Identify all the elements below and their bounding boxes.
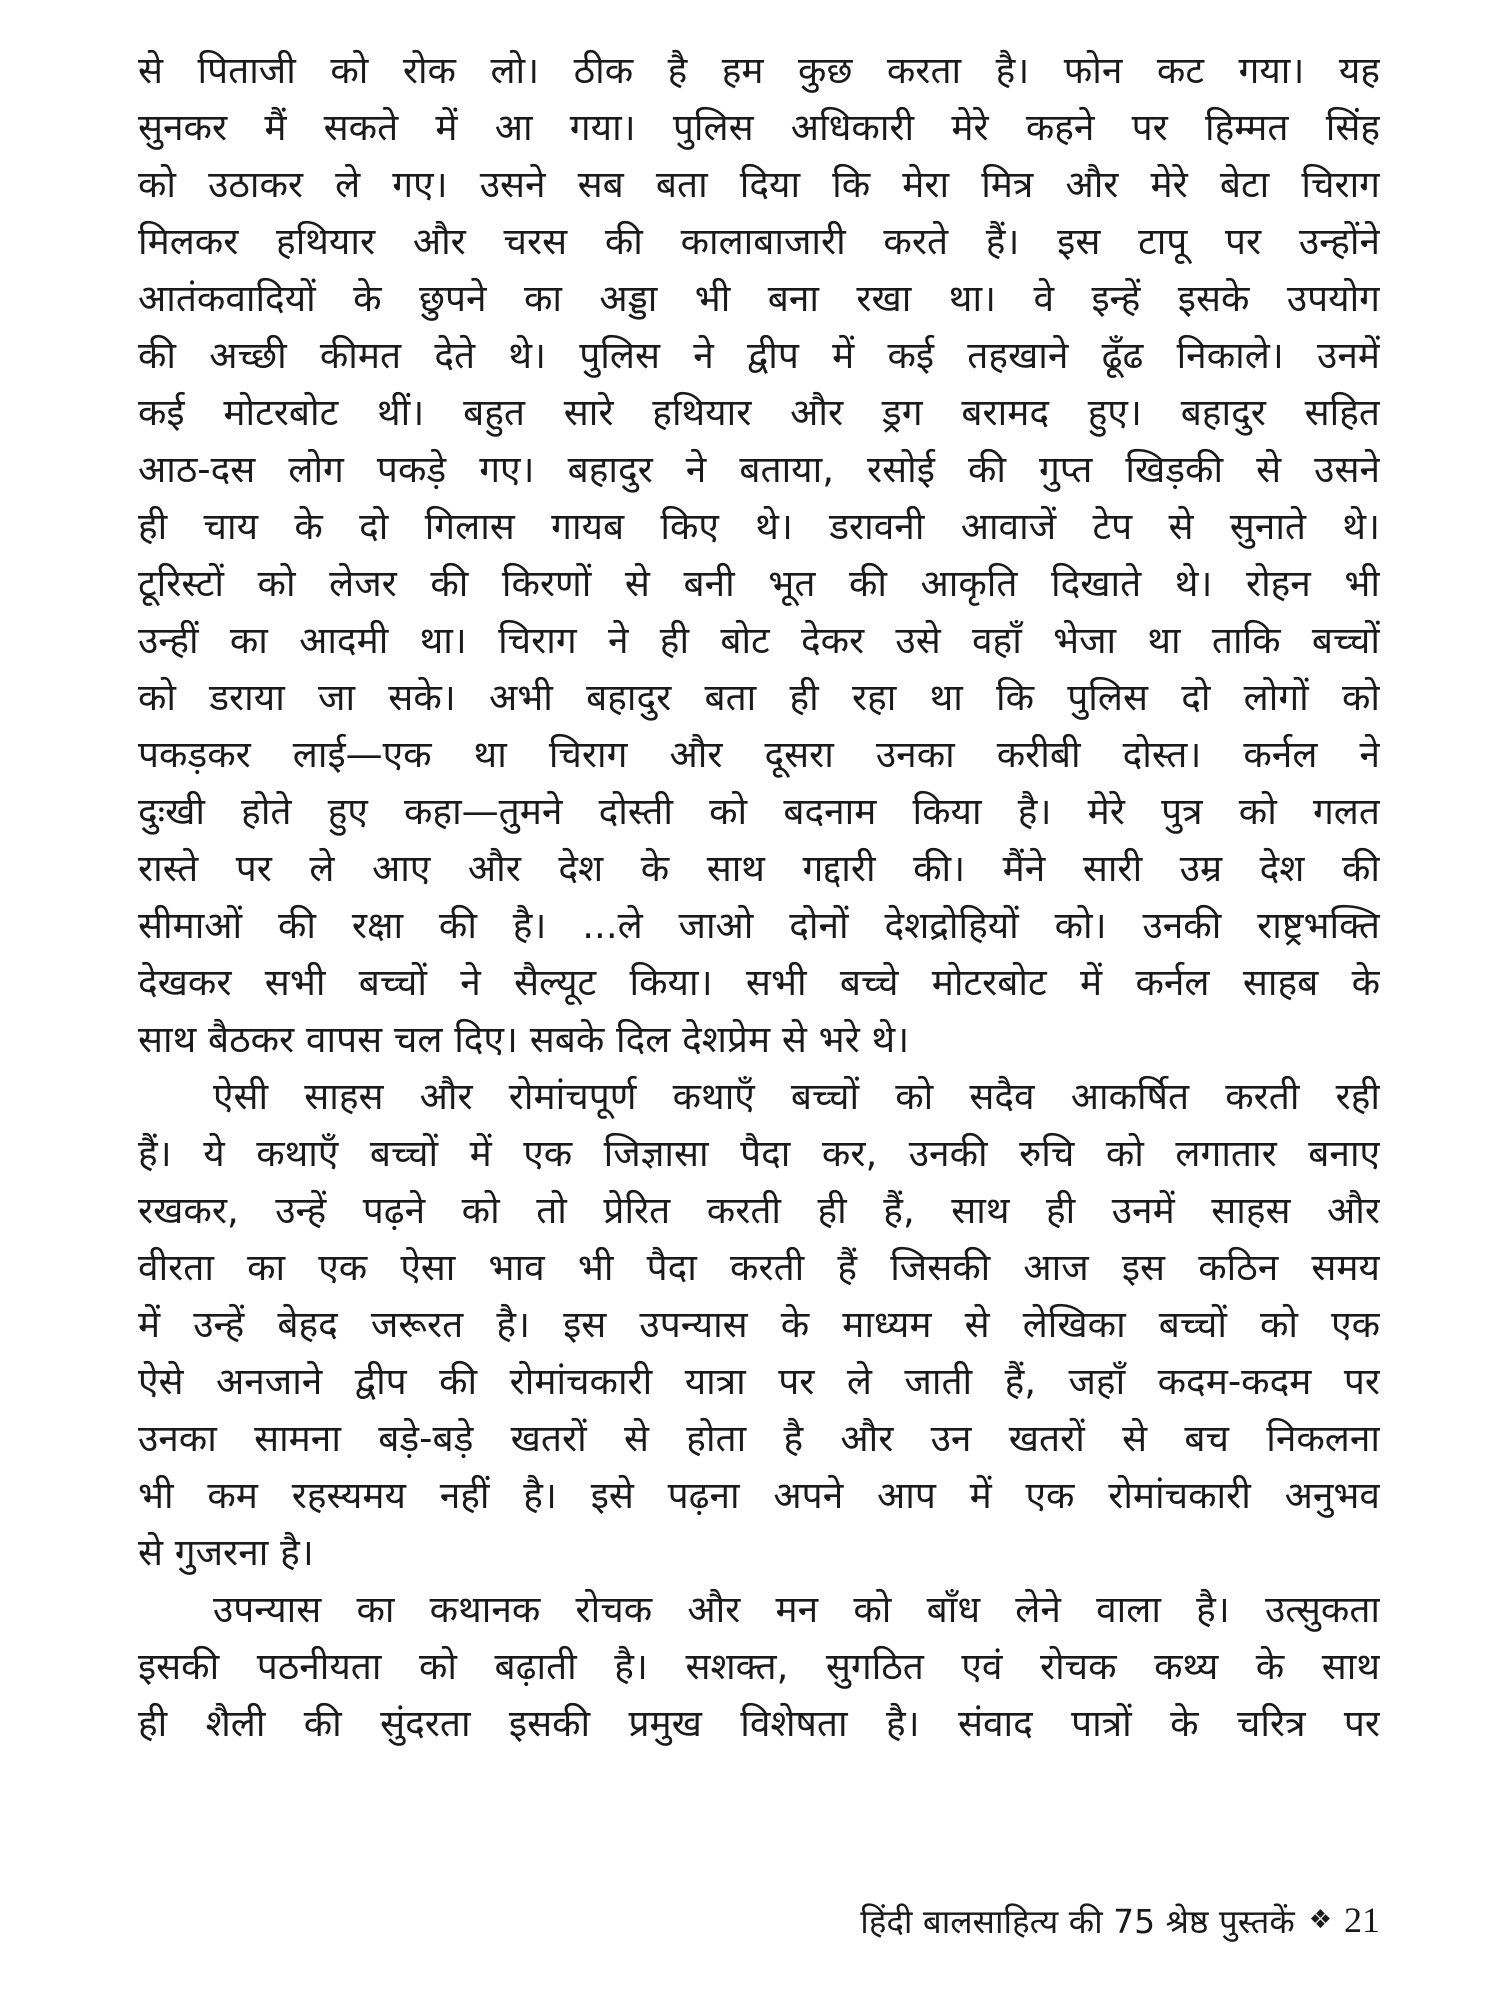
- text-line: उनका सामना बड़े-बड़े खतरों से होता है और उन खतरों से बच निकलना: [138, 1417, 1380, 1460]
- ornament-bullet-icon: ❖: [1308, 1905, 1332, 1935]
- text-line: पकड़कर लाई—एक था चिराग और दूसरा उनका करीबी दोस्त। कर्नल ने: [138, 733, 1380, 776]
- body-text: [138, 42, 1380, 1752]
- text-line: उन्हीं का आदमी था। चिराग ने ही बोट देकर उसे वहाँ भेजा था ताकि बच्चों: [138, 619, 1380, 662]
- text-line: को उठाकर ले गए। उसने सब बता दिया कि मेरा मित्र और मेरे बेटा चिराग: [138, 163, 1380, 206]
- text-line: टूरिस्टों को लेजर की किरणों से बनी भूत की आकृति दिखाते थे। रोहन भी: [138, 562, 1380, 605]
- text-line: उपन्यास का कथानक रोचक और मन को बाँध लेने वाला है। उत्सुकता: [213, 1588, 1380, 1631]
- text-line: भी कम रहस्यमय नहीं है। इसे पढ़ना अपने आप में एक रोमांचकारी अनुभव: [138, 1474, 1380, 1517]
- text-line: से गुजरना है।: [138, 1531, 314, 1574]
- text-line: सुनकर मैं सकते में आ गया। पुलिस अधिकारी मेरे कहने पर हिम्मत सिंह: [138, 106, 1380, 149]
- book-title: हिंदी बालसाहित्य की 75 श्रेष्ठ पुस्तकें: [860, 1901, 1295, 1941]
- text-line: इसकी पठनीयता को बढ़ाती है। सशक्त, सुगठित एवं रोचक कथ्य के साथ: [138, 1645, 1380, 1688]
- text-line: मिलकर हथियार और चरस की कालाबाजारी करते हैं। इस टापू पर उन्होंने: [138, 220, 1380, 263]
- text-line: ऐसे अनजाने द्वीप की रोमांचकारी यात्रा पर ले जाती हैं, जहाँ कदम-कदम पर: [138, 1360, 1380, 1403]
- page-number: 21: [1344, 1900, 1380, 1940]
- text-line: आठ-दस लोग पकड़े गए। बहादुर ने बताया, रसोई की गुप्त खिड़की से उसने: [138, 448, 1380, 491]
- text-line: की अच्छी कीमत देते थे। पुलिस ने द्वीप में कई तहखाने ढूँढ निकाले। उनमें: [138, 334, 1380, 377]
- text-line: साथ बैठकर वापस चल दिए। सबके दिल देशप्रेम से भरे थे।: [138, 1018, 910, 1061]
- text-line: हैं। ये कथाएँ बच्चों में एक जिज्ञासा पैदा कर, उनकी रुचि को लगातार बनाए: [138, 1132, 1380, 1175]
- text-line: से पिताजी को रोक लो। ठीक है हम कुछ करता है। फोन कट गया। यह: [138, 49, 1380, 92]
- paragraph: [138, 42, 1380, 1068]
- paragraph: [138, 1581, 1380, 1752]
- text-line: रखकर, उन्हें पढ़ने को तो प्रेरित करती ही हैं, साथ ही उनमें साहस और: [138, 1189, 1380, 1232]
- text-line: ही चाय के दो गिलास गायब किए थे। डरावनी आवाजें टेप से सुनाते थे।: [138, 505, 1380, 548]
- text-line: देखकर सभी बच्चों ने सैल्यूट किया। सभी बच्चे मोटरबोट में कर्नल साहब के: [138, 961, 1380, 1004]
- text-line: में उन्हें बेहद जरूरत है। इस उपन्यास के माध्यम से लेखिका बच्चों को एक: [138, 1303, 1380, 1346]
- page-footer: [700, 1890, 1380, 1950]
- paragraph: [138, 1068, 1380, 1581]
- text-line: रास्ते पर ले आए और देश के साथ गद्दारी की। मैंने सारी उम्र देश की: [138, 847, 1380, 890]
- text-line: सीमाओं की रक्षा की है। ...ले जाओ दोनों देशद्रोहियों को। उनकी राष्ट्रभक्ति: [138, 904, 1380, 947]
- text-line: ही शैली की सुंदरता इसकी प्रमुख विशेषता है। संवाद पात्रों के चरित्र पर: [138, 1702, 1380, 1745]
- text-line: को डराया जा सके। अभी बहादुर बता ही रहा था कि पुलिस दो लोगों को: [138, 676, 1380, 719]
- text-line: कई मोटरबोट थीं। बहुत सारे हथियार और ड्रग बरामद हुए। बहादुर सहित: [138, 391, 1380, 434]
- text-line: ऐसी साहस और रोमांचपूर्ण कथाएँ बच्चों को सदैव आकर्षित करती रही: [213, 1075, 1380, 1118]
- text-line: दुःखी होते हुए कहा—तुमने दोस्ती को बदनाम किया है। मेरे पुत्र को गलत: [138, 790, 1380, 833]
- text-line: वीरता का एक ऐसा भाव भी पैदा करती हैं जिसकी आज इस कठिन समय: [138, 1246, 1380, 1289]
- text-line: आतंकवादियों के छुपने का अड्डा भी बना रखा था। वे इन्हें इसके उपयोग: [138, 277, 1380, 320]
